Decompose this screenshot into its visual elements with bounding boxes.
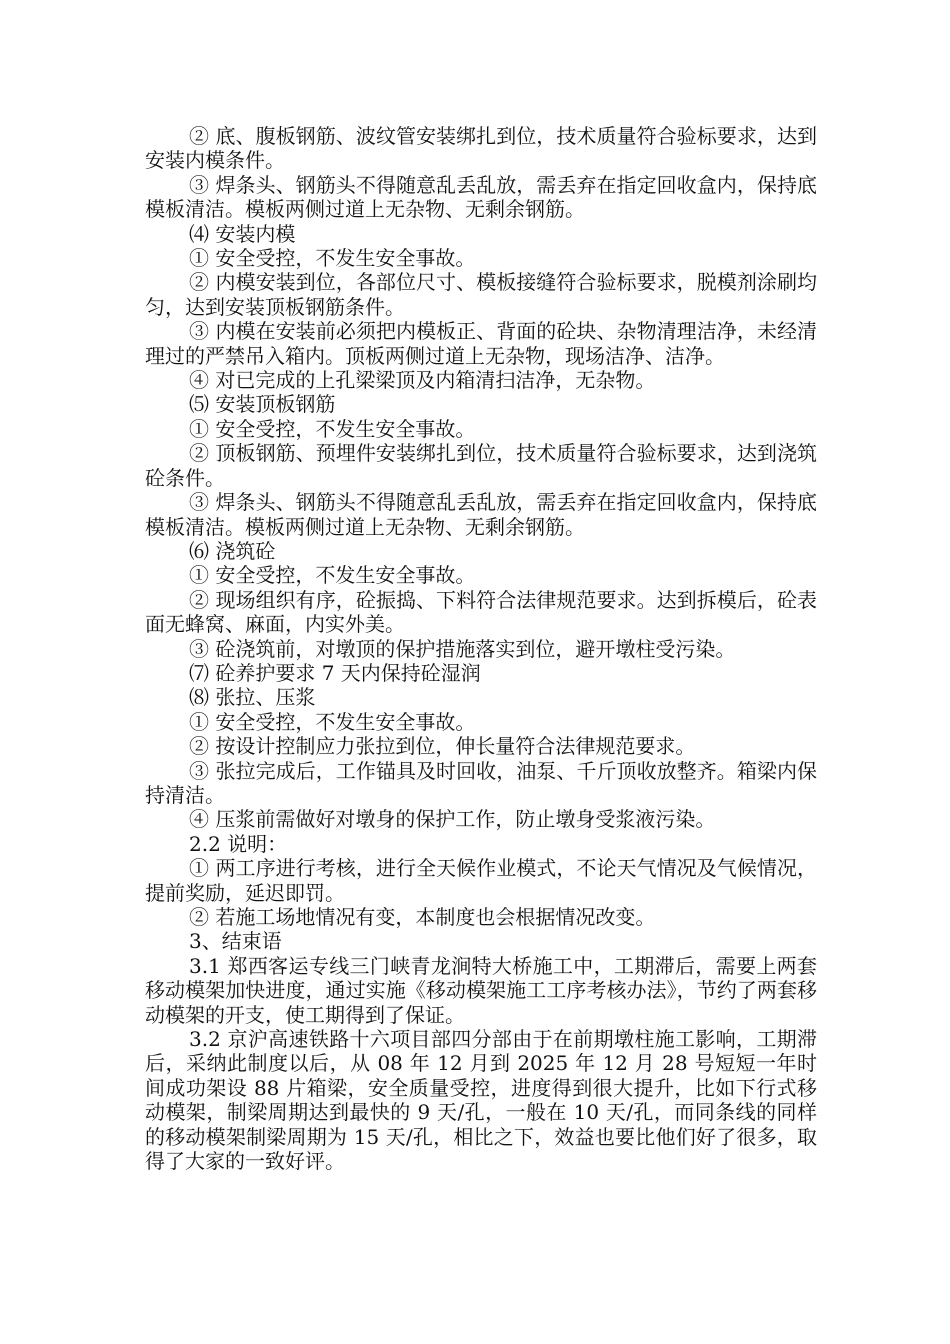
paragraph-safety: ① 安全受控，不发生安全事故。 — [189, 709, 476, 734]
paragraph-conclusion-3-1: 3.1 郑西客运专线三门峡青龙涧特大桥施工中，工期滞后，需要上两套移动模架加快进度，通过实施《移动模架施工工序考核办法》，节约了两套移动模架的开支，使工期得到了保证。 — [145, 953, 817, 1027]
paragraph-rule-change: ② 若施工场地情况有变，本制度也会根据情况改变。 — [189, 905, 656, 929]
paragraph-grouting-protection: ④ 压浆前需做好对墩身的保护工作，防止墩身受浆液污染。 — [189, 807, 716, 832]
paragraph-inner-mold-install: ② 内模安装到位，各部位尺寸、模板接缝符合验标要求，脱模剂涂刷均匀，达到安装顶板钢筋条件。 — [145, 270, 817, 319]
paragraph-inner-mold-cleaning: ③ 内模在安装前必须把内模板正、背面的砼块、杂物清理洁净，未经清理过的严禁吊入箱内。顶板两侧过道上无杂物，现场洁净、洁净。 — [145, 319, 817, 368]
heading-pour-concrete: ⑹ 浇筑砼 — [189, 538, 276, 563]
paragraph-anchor-recovery: ③ 张拉完成后，工作锚具及时回收，油泵、千斤顶收放整齐。箱梁内保持清洁。 — [145, 758, 817, 807]
heading-conclusion: 3、结束语 — [189, 929, 282, 954]
heading-concrete-curing: ⑺ 砼养护要求 7 天内保持砼湿润 — [189, 660, 481, 685]
paragraph-pier-protection: ③ 砼浇筑前，对墩顶的保护措施落实到位，避开墩柱受污染。 — [189, 636, 736, 661]
paragraph-tension-control: ② 按设计控制应力张拉到位，伸长量符合法律规范要求。 — [189, 734, 696, 759]
paragraph-conclusion-3-2: 3.2 京沪高速铁路十六项目部四分部由于在前期墩柱施工影响，工期滞后，采纳此制度以后，从 08 年 12 月到 2025 年 12 月 28 号短短一年时间成功架设 88 片箱梁，安全质量受控，进度得到很大提升，比如下行式移动模架，制梁周期达到最快的 9 天/孔，一般在 10 天/孔，而同条线的同样的移动模架制梁周期为 15 天/孔，相比之下，效益也要比他们好了很多，取得了大家的一致好评。 — [145, 1027, 817, 1174]
paragraph-rebar-installation: ② 底、腹板钢筋、波纹管安装绑扎到位，技术质量符合验标要求，达到安装内模条件。 — [145, 124, 817, 173]
paragraph-welding-debris: ③ 焊条头、钢筋头不得随意乱丢乱放，需丢弃在指定回收盒内，保持底模板清洁。模板两侧过道上无杂物、无剩余钢筋。 — [145, 490, 817, 539]
paragraph-safety: ① 安全受控，不发生安全事故。 — [189, 246, 476, 271]
paragraph-assessment-mode: ① 两工序进行考核，进行全天候作业模式，不论天气情况及气候情况，提前奖励，延迟即罚。 — [145, 856, 817, 905]
paragraph-welding-debris: ③ 焊条头、钢筋头不得随意乱丢乱放，需丢弃在指定回收盒内，保持底模板清洁。模板两侧过道上无杂物、无剩余钢筋。 — [145, 172, 817, 222]
heading-tension-grouting: ⑻ 张拉、压浆 — [189, 685, 316, 710]
paragraph-safety: ① 安全受控，不发生安全事故。 — [189, 416, 476, 441]
paragraph-site-organization: ② 现场组织有序，砼振捣、下料符合法律规范要求。达到拆模后，砼表面无蜂窝、麻面，内实外美。 — [145, 587, 817, 637]
heading-section-2-2: 2.2 说明： — [189, 831, 288, 856]
heading-install-top-rebar: ⑸ 安装顶板钢筋 — [189, 392, 336, 417]
heading-install-inner-mold: ⑷ 安装内模 — [189, 221, 296, 246]
paragraph-safety: ① 安全受控，不发生安全事故。 — [189, 563, 476, 588]
document-body — [145, 124, 817, 1173]
paragraph-beam-top-cleaning: ④ 对已完成的上孔梁梁顶及内箱清扫洁净，无杂物。 — [189, 368, 656, 393]
paragraph-top-rebar-install: ② 顶板钢筋、预埋件安装绑扎到位，技术质量符合验标要求，达到浇筑砼条件。 — [145, 441, 817, 490]
